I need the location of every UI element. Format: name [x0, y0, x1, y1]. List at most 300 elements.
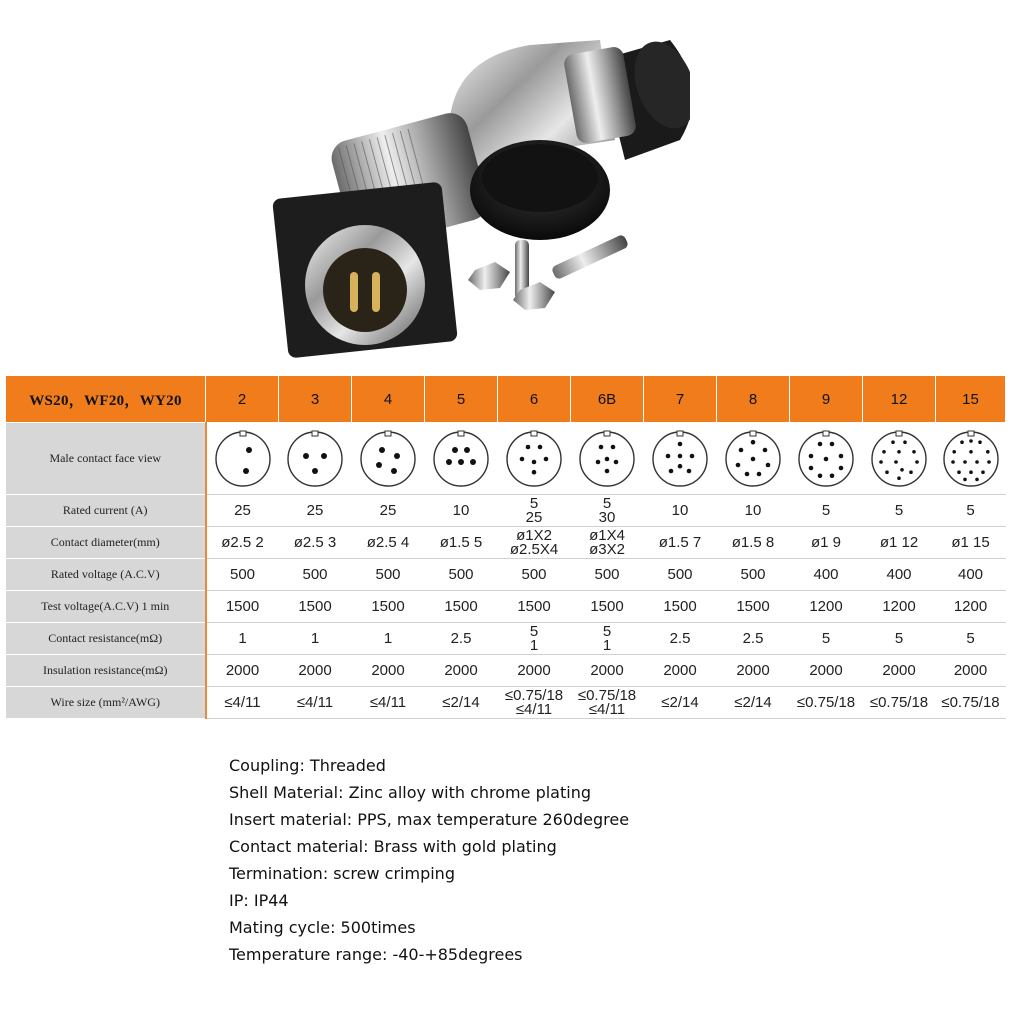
spec-row-diameter [6, 527, 1006, 559]
series-header: WS20，WF20，WY20 [6, 376, 206, 423]
contact-pin [903, 440, 907, 444]
contact-pin [975, 477, 979, 481]
row-label-diameter: Contact diameter(mm) [6, 527, 206, 559]
spec-cell [206, 623, 279, 655]
contact-pin [687, 468, 692, 473]
spec-cell [498, 591, 571, 623]
contact-pin [969, 470, 973, 474]
pin-count-header: 12 [863, 376, 936, 423]
spec-cell-line: 10 [744, 501, 762, 519]
spec-cell [863, 559, 936, 591]
spec-cell-line: 1500 [517, 597, 551, 615]
contact-face-diagram [650, 429, 710, 489]
spec-row-voltage [6, 559, 1006, 591]
spec-cell [717, 559, 790, 591]
contact-pin [809, 465, 814, 470]
spec-cell-line: 2000 [298, 661, 332, 679]
contact-face-cell [644, 423, 717, 495]
contact-face-outline [288, 432, 342, 486]
spec-cell-line: 2000 [809, 661, 843, 679]
spec-cell-line: ≤2/14 [734, 693, 772, 711]
keyway-notch [240, 431, 246, 436]
contact-pin [464, 447, 470, 453]
contact-pin [394, 453, 400, 459]
contact-pin [520, 456, 525, 461]
contact-pin [891, 440, 895, 444]
spec-cell-line: 2000 [225, 661, 260, 679]
spec-cell [206, 687, 279, 719]
spec-cell-line: ≤0.75/18 [869, 693, 929, 711]
spec-cell [644, 623, 717, 655]
spec-cell-line: 400 [957, 565, 984, 583]
spec-cell [644, 495, 717, 527]
spec-cell [790, 559, 863, 591]
spec-cell-line: 500 [521, 565, 547, 583]
spec-cell-line: 25 [234, 501, 251, 519]
spec-cell-line: 5 [529, 622, 539, 640]
spec-cell-line: ø1X4 [589, 526, 625, 544]
contact-pin [897, 476, 901, 480]
pin-count-header: 6B [571, 376, 644, 423]
contact-pin [766, 462, 771, 467]
contact-face-cell [717, 423, 790, 495]
spec-cell [571, 527, 644, 559]
contact-face-outline [653, 432, 707, 486]
spec-cell-line: 5 [894, 629, 904, 647]
contact-pin [678, 463, 683, 468]
spec-cell [863, 591, 936, 623]
spec-cell [498, 559, 571, 591]
spec-cell-line: ø2.5 4 [366, 533, 410, 551]
spec-cell [206, 559, 279, 591]
spec-cell-line: 1500 [663, 597, 697, 615]
keyway-notch [604, 431, 610, 436]
spec-item: Contact material: Brass with gold plating [229, 837, 557, 856]
contact-pin [669, 468, 674, 473]
contact-pin [818, 441, 823, 446]
spec-cell-line: 5 [894, 501, 904, 519]
keyway-notch [968, 431, 974, 436]
spec-cell-line: 2000 [517, 661, 551, 679]
contact-pin [321, 453, 327, 459]
spec-cell [863, 495, 936, 527]
contact-face-diagram [723, 429, 783, 489]
spec-cell-line: 1500 [298, 597, 332, 615]
spec-cell [717, 687, 790, 719]
spec-cell [279, 527, 352, 559]
pin-count-header: 7 [644, 376, 717, 423]
contact-pin [830, 441, 835, 446]
contact-pin [981, 470, 985, 474]
spec-cell-line: 2000 [371, 661, 405, 679]
spec-cell [863, 527, 936, 559]
row-label-voltage: Rated voltage (A.C.V) [6, 559, 206, 591]
spec-cell-line: 5 [821, 501, 831, 519]
spec-cell-line: ≤0.75/18 [796, 693, 856, 711]
spec-cell-line: ø1 15 [951, 533, 990, 551]
contact-pin [470, 459, 476, 465]
table-header-row [6, 376, 1006, 423]
spec-cell-line: 1200 [882, 597, 916, 615]
pin-count-header: 5 [425, 376, 498, 423]
spec-cell [936, 559, 1006, 591]
contact-pin [830, 473, 835, 478]
spec-cell-line: 1500 [371, 597, 405, 615]
spec-cell-line: 1 [238, 629, 247, 647]
spec-cell-line: ≤4/11 [588, 700, 626, 718]
contact-face-cell [498, 423, 571, 495]
spec-cell [279, 495, 352, 527]
spec-cell-line: ø3X2 [589, 540, 625, 558]
spec-cell [644, 559, 717, 591]
spec-cell-line: 2.5 [669, 629, 691, 647]
contact-pin [912, 450, 916, 454]
contact-pin [960, 440, 964, 444]
spec-cell-line: 5 [602, 622, 612, 640]
spec-cell-line: ≤4/11 [515, 700, 553, 718]
spec-cell-line: 30 [598, 508, 616, 526]
spec-cell [936, 591, 1006, 623]
spec-item: Shell Material: Zinc alloy with chrome plating [229, 783, 591, 802]
spec-item: Termination: screw crimping [229, 864, 455, 883]
contact-face-outline [216, 432, 270, 486]
contact-face-diagram [285, 429, 345, 489]
spec-cell [279, 687, 352, 719]
spec-row-test-voltage [6, 591, 1006, 623]
spec-cell [498, 623, 571, 655]
spec-cell [206, 495, 279, 527]
contact-pin [611, 444, 616, 449]
contact-pin [312, 468, 318, 474]
pin-count-header: 8 [717, 376, 790, 423]
contact-pin [882, 450, 886, 454]
contact-pin [544, 456, 549, 461]
spec-cell [717, 495, 790, 527]
contact-pin [969, 439, 973, 443]
spec-cell [717, 655, 790, 687]
contact-face-cell [790, 423, 863, 495]
spec-cell [352, 623, 425, 655]
contact-pin [900, 468, 904, 472]
spec-cell [644, 591, 717, 623]
product-photo [270, 0, 690, 360]
spec-cell-line: 1500 [225, 597, 260, 615]
spec-cell [717, 623, 790, 655]
spec-cell-line: 25 [306, 501, 324, 519]
spec-cell-line: ≤2/14 [442, 693, 480, 711]
spec-cell-line: ø2.5X4 [509, 540, 559, 558]
spec-cell [279, 559, 352, 591]
contact-pin [757, 471, 762, 476]
spec-cell-line: 2000 [663, 661, 697, 679]
spec-cell [498, 687, 571, 719]
spec-cell-line: 1500 [736, 597, 770, 615]
spec-cell [571, 623, 644, 655]
contact-face-cell [206, 423, 279, 495]
spec-cell-line: 1500 [444, 597, 478, 615]
spec-cell [644, 527, 717, 559]
spec-cell [644, 687, 717, 719]
contact-pin [605, 456, 610, 461]
spec-cell-line: ≤4/11 [296, 693, 334, 711]
spec-cell [790, 655, 863, 687]
spec-cell [717, 591, 790, 623]
contact-pin [736, 462, 741, 467]
spec-cell-line: 2000 [882, 661, 916, 679]
spec-cell-line: 500 [667, 565, 693, 583]
spec-cell-line: ≤4/11 [369, 693, 407, 711]
spec-cell [425, 559, 498, 591]
pin-count-header: 9 [790, 376, 863, 423]
contact-face-cell [863, 423, 936, 495]
spec-cell [571, 495, 644, 527]
spec-cell-line: 2000 [444, 661, 478, 679]
spec-cell-line: 5 [966, 629, 975, 647]
spec-cell [790, 623, 863, 655]
spec-row-resistance [6, 623, 1006, 655]
contact-pin [818, 473, 823, 478]
spec-cell-line: 1500 [590, 597, 624, 615]
spec-cell [717, 527, 790, 559]
spec-cell-line: 400 [813, 565, 839, 583]
spec-cell-line: 2000 [590, 661, 624, 679]
spec-cell-line: 2.5 [450, 629, 472, 647]
keyway-notch [385, 431, 391, 436]
spec-cell [863, 687, 936, 719]
spec-cell-line: 1 [383, 629, 393, 647]
spec-cell [279, 623, 352, 655]
contact-pin [751, 439, 756, 444]
contact-pin [975, 460, 979, 464]
contact-pin [246, 447, 252, 453]
spec-cell-line: ø1 12 [879, 533, 919, 551]
contact-pin [678, 441, 683, 446]
spec-cell [425, 623, 498, 655]
contact-face-outline [361, 432, 415, 486]
spec-cell [790, 495, 863, 527]
row-label-insulation: Insulation resistance(mΩ) [6, 655, 206, 687]
contact-face-diagram [869, 429, 929, 489]
contact-pin [809, 453, 814, 458]
keyway-notch [750, 431, 756, 436]
contact-pin [739, 447, 744, 452]
spec-cell [425, 687, 498, 719]
contact-pin [666, 453, 671, 458]
spec-cell [352, 559, 425, 591]
keyway-notch [896, 431, 902, 436]
contact-pin [909, 470, 913, 474]
pin-count-header: 3 [279, 376, 352, 423]
row-label-wire: Wire size (mm²/AWG) [6, 687, 206, 719]
spec-cell-line: 10 [452, 501, 470, 519]
contact-pin [951, 460, 955, 464]
contact-face-outline [507, 432, 561, 486]
spec-cell-line: ≤0.75/18 [504, 686, 564, 704]
contact-pin [839, 465, 844, 470]
spec-cell [498, 527, 571, 559]
spec-cell-line: 500 [375, 565, 401, 583]
spec-cell-line: ≤2/14 [661, 693, 699, 711]
spec-cell [425, 495, 498, 527]
spec-cell [206, 591, 279, 623]
face-view-row [6, 423, 1006, 495]
contact-face-diagram [504, 429, 564, 489]
spec-cell-line: 1 [310, 629, 320, 647]
spec-cell [790, 527, 863, 559]
pin-count-header: 2 [206, 376, 279, 423]
contact-pin [915, 460, 919, 464]
contact-pin [678, 453, 683, 458]
spec-cell-line: 1200 [809, 597, 843, 615]
spec-cell-line: 2000 [736, 661, 770, 679]
contact-pin [957, 470, 961, 474]
spec-cell [936, 495, 1006, 527]
spec-row-insulation [6, 655, 1006, 687]
spec-cell-line: ø1X2 [516, 526, 552, 544]
spec-cell-line: ø1.5 8 [731, 533, 775, 551]
keyway-notch [312, 431, 318, 436]
spec-cell-line: ø1.5 5 [439, 533, 483, 551]
contact-pin [879, 460, 883, 464]
contact-pin [952, 450, 956, 454]
contact-pin [824, 456, 829, 461]
spec-cell-line: 1 [602, 636, 612, 654]
spec-cell [790, 687, 863, 719]
keyway-notch [823, 431, 829, 436]
contact-pin [690, 453, 695, 458]
contact-face-cell [425, 423, 498, 495]
spec-cell [425, 591, 498, 623]
spec-cell-line: 5 [966, 501, 975, 519]
spec-cell-line: 10 [671, 501, 689, 519]
spec-cell [352, 687, 425, 719]
spec-cell [279, 591, 352, 623]
row-label-current: Rated current (A) [6, 495, 206, 527]
contact-face-diagram [941, 429, 1001, 489]
contact-pin [303, 453, 309, 459]
spec-cell-line: 500 [302, 565, 328, 583]
spec-cell-line: ø1.5 7 [658, 533, 702, 551]
contact-face-cell [352, 423, 425, 495]
spec-cell [936, 687, 1006, 719]
row-label-resistance: Contact resistance(mΩ) [6, 623, 206, 655]
spec-row-wire [6, 687, 1006, 719]
spec-cell [206, 527, 279, 559]
spec-cell-line: 1200 [953, 597, 988, 615]
contact-pin [596, 459, 601, 464]
spec-cell-line: ø2.5 2 [221, 533, 264, 551]
contact-pin [379, 447, 385, 453]
spec-cell [936, 655, 1006, 687]
keyway-notch [458, 431, 464, 436]
spec-cell-line: ≤4/11 [224, 693, 261, 711]
contact-pin [526, 444, 531, 449]
spec-table [5, 375, 1006, 719]
spec-cell [498, 495, 571, 527]
spec-cell [571, 559, 644, 591]
spec-cell-line: 25 [525, 508, 543, 526]
spec-cell [206, 655, 279, 687]
spec-cell [936, 623, 1006, 655]
contact-pin [376, 462, 382, 468]
spec-cell [863, 623, 936, 655]
spec-item: Temperature range: -40-+85degrees [229, 945, 523, 964]
contact-pin [751, 456, 756, 461]
spec-cell [571, 655, 644, 687]
spec-item: Insert material: PPS, max temperature 260degree [229, 810, 630, 829]
contact-face-diagram [577, 429, 637, 489]
spec-cell [352, 591, 425, 623]
pin-count-header: 4 [352, 376, 425, 423]
contact-face-cell [279, 423, 352, 495]
contact-pin [605, 468, 610, 473]
contact-pin [391, 468, 397, 474]
spec-cell [352, 527, 425, 559]
spec-cell [498, 655, 571, 687]
contact-pin [538, 444, 543, 449]
spec-list [229, 752, 629, 968]
spec-cell [425, 527, 498, 559]
contact-pin [978, 440, 982, 444]
contact-pin [763, 447, 768, 452]
spec-cell-line: 500 [594, 565, 620, 583]
spec-cell-line: ø1 9 [810, 533, 841, 551]
spec-cell-line: 1 [529, 636, 539, 654]
spec-cell-line: 5 [821, 629, 831, 647]
spec-cell [644, 655, 717, 687]
contact-pin [458, 459, 464, 465]
row-label-face: Male contact face view [6, 423, 206, 495]
contact-pin [894, 460, 898, 464]
contact-pin [452, 447, 458, 453]
keyway-notch [677, 431, 683, 436]
contact-pin [745, 471, 750, 476]
spec-cell-line: 400 [886, 565, 912, 583]
pin-count-header: 6 [498, 376, 571, 423]
spec-cell [279, 655, 352, 687]
spec-cell-line: 25 [379, 501, 397, 519]
spec-cell [352, 495, 425, 527]
spec-cell-line: 5 [529, 494, 539, 512]
spec-cell-line: 500 [229, 565, 256, 583]
row-label-test-voltage: Test voltage(A.C.V) 1 min [6, 591, 206, 623]
keyway-notch [531, 431, 537, 436]
spec-cell [571, 687, 644, 719]
spec-row-current [6, 495, 1006, 527]
spec-item: Coupling: Threaded [229, 756, 386, 775]
spec-cell [863, 655, 936, 687]
spec-cell-line: ≤0.75/18 [577, 686, 637, 704]
spec-cell-line: 5 [602, 494, 612, 512]
spec-cell-line: 500 [448, 565, 474, 583]
spec-cell-line: ≤0.75/18 [941, 693, 1000, 711]
spec-cell-line: 500 [740, 565, 766, 583]
contact-pin [243, 468, 249, 474]
spec-cell-line: 2000 [953, 661, 988, 679]
contact-pin [987, 460, 991, 464]
contact-face-cell [571, 423, 644, 495]
contact-pin [614, 459, 619, 464]
spec-cell [352, 655, 425, 687]
contact-pin [839, 453, 844, 458]
contact-pin [532, 469, 537, 474]
spec-cell-line: ø2.5 3 [293, 533, 337, 551]
spec-cell [425, 655, 498, 687]
contact-face-diagram [796, 429, 856, 489]
contact-pin [986, 450, 990, 454]
contact-pin [532, 459, 537, 464]
spec-cell [790, 591, 863, 623]
